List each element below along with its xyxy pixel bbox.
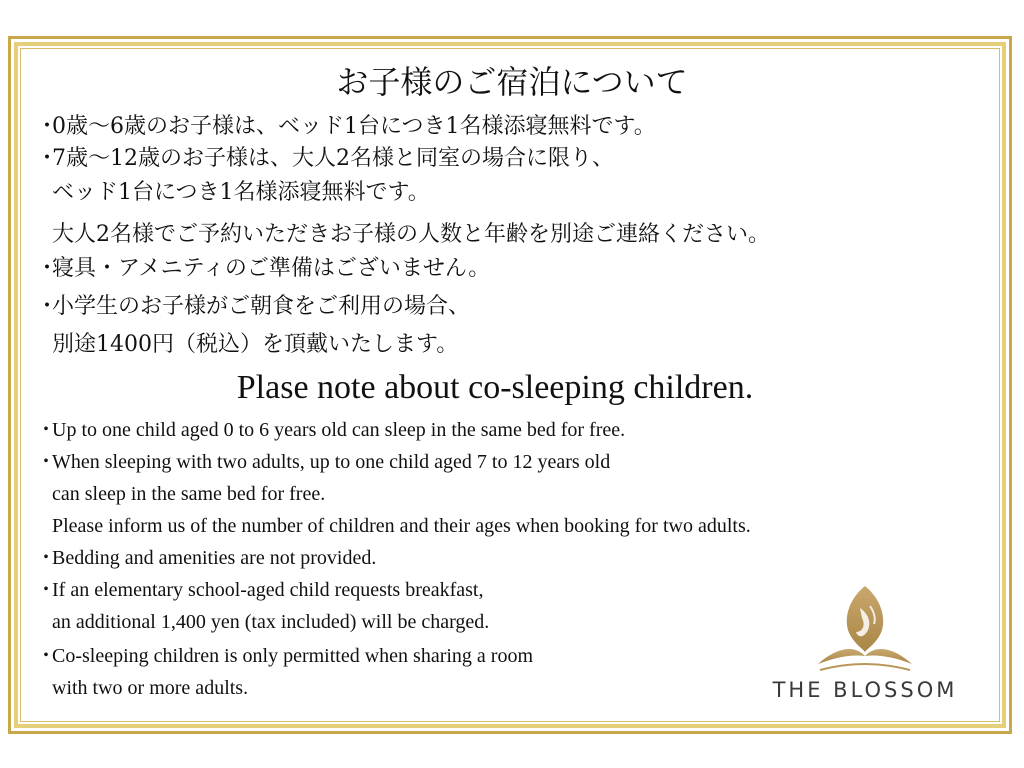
en-line-6 xyxy=(36,576,483,604)
en-text-6: If an elementary school-aged child requests breakfast, xyxy=(52,579,484,601)
bullet: ・ xyxy=(36,146,59,171)
jp-text-5: 寝具・アメニティのご準備はございません。 xyxy=(52,256,491,281)
en-line-8 xyxy=(36,642,533,670)
brand-logo xyxy=(760,582,970,710)
jp-text-7: 別途1400円（税込）を頂戴いたします。 xyxy=(52,332,459,357)
en-line-3 xyxy=(36,480,325,508)
bullet: ・ xyxy=(36,645,56,667)
jp-line-2 xyxy=(36,144,614,174)
en-text-8: Co-sleeping children is only permitted when sharing a room xyxy=(52,645,534,667)
brand-name: THE BLOSSOM xyxy=(772,678,958,702)
jp-text-1: 0歳〜6歳のお子様は、ベッド1台につき1名様添寝無料です。 xyxy=(52,114,656,139)
japanese-title: お子様のご宿泊について xyxy=(336,63,688,101)
jp-line-1 xyxy=(36,112,656,142)
jp-line-3 xyxy=(36,178,430,208)
jp-text-6: 小学生のお子様がご朝食をご利用の場合、 xyxy=(52,294,471,319)
en-text-5: Bedding and amenities are not provided. xyxy=(52,547,377,569)
bullet: ・ xyxy=(36,547,56,569)
english-title: Plase note about co-sleeping children. xyxy=(236,369,754,406)
blossom-leaf-icon xyxy=(810,582,920,674)
jp-line-6 xyxy=(36,292,470,322)
en-text-3: can sleep in the same bed for free. xyxy=(52,483,326,505)
jp-text-2: 7歳〜12歳のお子様は、大人2名様と同室の場合に限り、 xyxy=(52,146,614,171)
en-line-2 xyxy=(36,448,610,476)
bullet: ・ xyxy=(36,294,59,319)
bullet: ・ xyxy=(36,579,56,601)
jp-line-7 xyxy=(36,330,458,360)
en-text-1: Up to one child aged 0 to 6 years old can sleep in the same bed for free. xyxy=(52,419,626,441)
en-line-7 xyxy=(36,608,489,636)
en-line-5 xyxy=(36,544,376,572)
jp-text-3: ベッド1台につき1名様添寝無料です。 xyxy=(52,180,430,205)
jp-line-5 xyxy=(36,254,490,284)
en-text-9: with two or more adults. xyxy=(52,677,249,699)
en-line-4 xyxy=(36,512,751,540)
en-line-1 xyxy=(36,416,625,444)
en-text-7: an additional 1,400 yen (tax included) will be charged. xyxy=(52,611,490,633)
bullet: ・ xyxy=(36,419,56,441)
en-text-4: Please inform us of the number of children and their ages when booking for two adults. xyxy=(52,515,751,537)
bullet: ・ xyxy=(36,451,56,473)
jp-line-4 xyxy=(36,220,770,250)
en-line-9 xyxy=(36,674,248,702)
bullet: ・ xyxy=(36,114,59,139)
jp-text-4: 大人2名様でご予約いただきお子様の人数と年齢を別途ご連絡ください。 xyxy=(52,222,770,247)
bullet: ・ xyxy=(36,256,59,281)
en-text-2: When sleeping with two adults, up to one child aged 7 to 12 years old xyxy=(52,451,611,473)
